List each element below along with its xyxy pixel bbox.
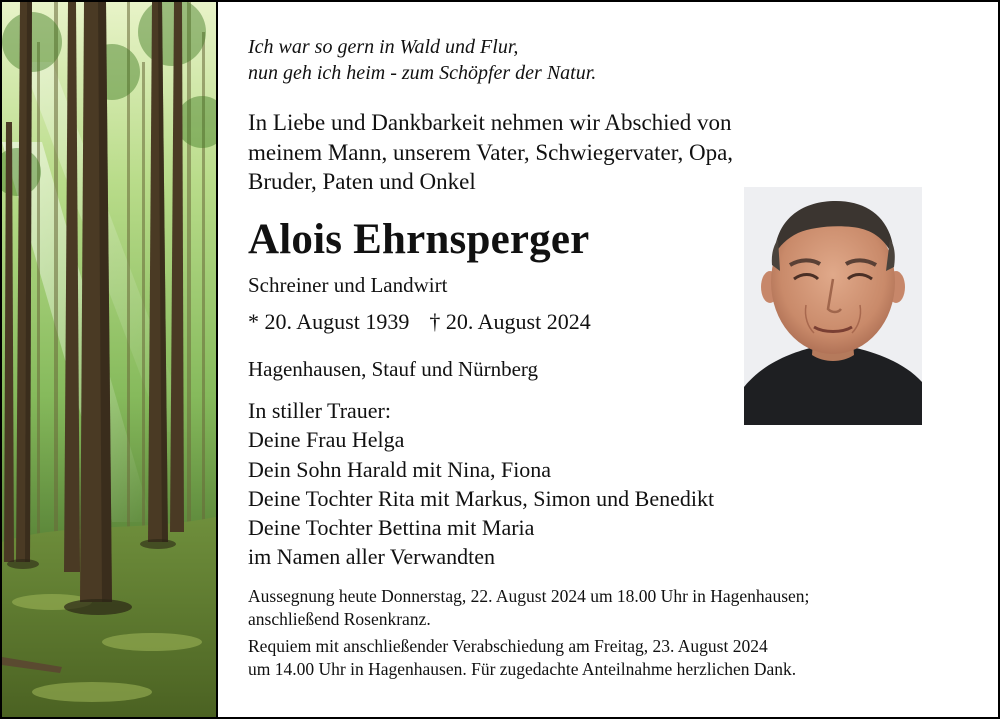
mourner-line: Deine Tochter Rita mit Markus, Simon und Benedikt: [248, 485, 715, 511]
notice-line: Requiem mit anschließender Verabschiedung am Freitag, 23. August 2024: [248, 636, 768, 656]
places: Hagenhausen, Stauf und Nürnberg: [248, 357, 539, 381]
motto: [248, 34, 596, 86]
deceased-name: Alois Ehrnsperger: [248, 216, 590, 263]
deceased-profession: Schreiner und Landwirt: [248, 273, 448, 297]
intro-line: Bruder, Paten und Onkel: [248, 169, 476, 194]
notice-line: um 14.00 Uhr in Hagenhausen. Für zugedachte Anteilnahme herzlichen Dank.: [248, 658, 797, 679]
requiem-notice: [248, 635, 809, 680]
mourner-line: Deine Tochter Bettina mit Maria: [248, 515, 535, 541]
intro-line: meinem Mann, unserem Vater, Schwiegervater, Opa,: [248, 139, 734, 165]
notice-line: Aussegnung heute Donnerstag, 22. August 2024 um 18.00 Uhr in Hagenhausen;: [248, 586, 810, 606]
service-notices: [248, 585, 809, 680]
mourners-list: [248, 396, 714, 572]
blessing-notice: [248, 585, 809, 630]
mourner-line: Deine Frau Helga: [248, 427, 405, 453]
forest-image: [2, 2, 218, 717]
notice-line: anschließend Rosenkranz.: [248, 608, 431, 629]
death-date: † 20. August 2024: [429, 309, 591, 334]
birth-date: * 20. August 1939: [248, 309, 410, 334]
motto-line: Ich war so gern in Wald und Flur,: [248, 36, 519, 58]
intro-text: [248, 108, 733, 197]
intro-line: In Liebe und Dankbarkeit nehmen wir Abschied von: [248, 110, 732, 135]
mourner-line: Dein Sohn Harald mit Nina, Fiona: [248, 456, 552, 482]
mourners-heading: In stiller Trauer:: [248, 398, 391, 423]
motto-line: nun geh ich heim - zum Schöpfer der Natur.: [248, 62, 597, 84]
mourner-line: im Namen aller Verwandten: [248, 544, 496, 570]
life-dates: [248, 308, 591, 336]
portrait-photo: [744, 187, 922, 425]
